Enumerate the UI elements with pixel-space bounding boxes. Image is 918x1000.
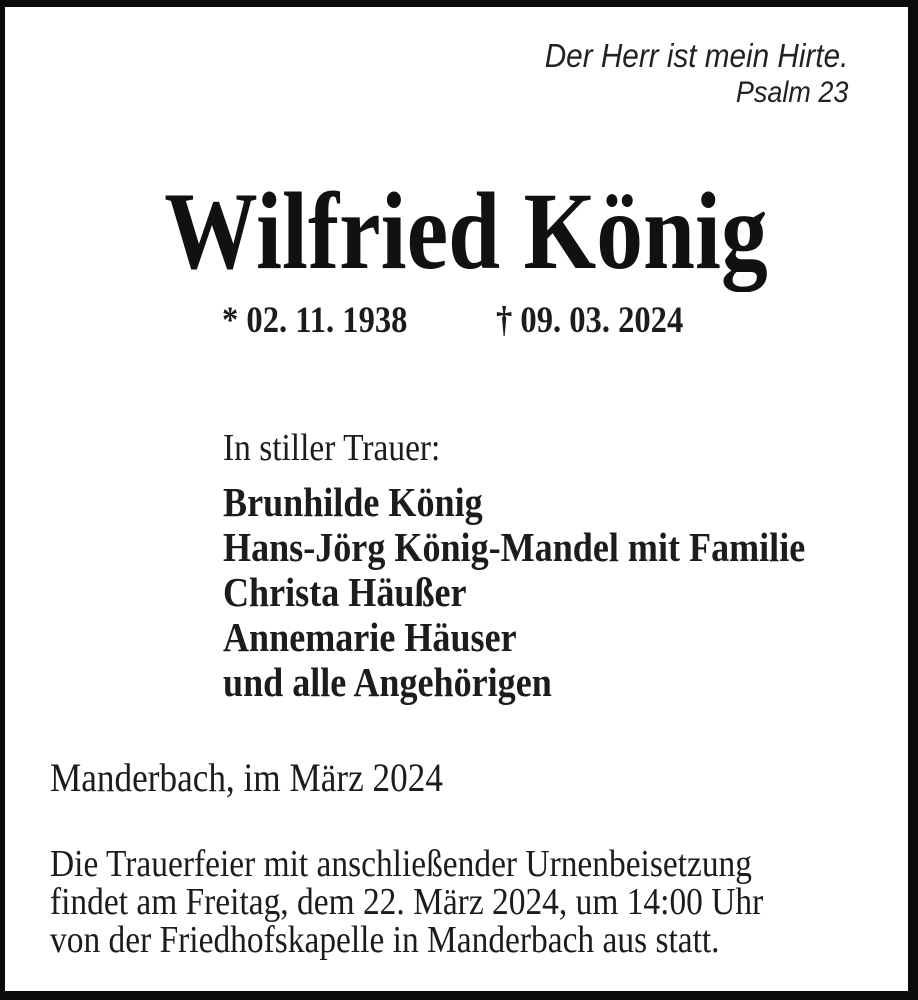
deceased-name: Wilfried König <box>164 170 768 292</box>
mourner-name: Christa Häußer <box>223 569 467 615</box>
mourner-name: Brunhilde König <box>223 479 483 525</box>
funeral-announcement <box>50 845 763 959</box>
psalm-reference: Psalm 23 <box>735 76 848 109</box>
mourner-name: Annemarie Häuser <box>223 614 517 660</box>
announcement-line: findet am Freitag, dem 22. März 2024, um 14:00 Uhr <box>50 881 764 923</box>
mourner-name: und alle Angehörigen <box>223 659 552 705</box>
announcement-line: von der Friedhofskapelle in Manderbach aus statt. <box>50 919 720 961</box>
place-and-date: Manderbach, im März 2024 <box>50 755 443 800</box>
announcement-line: Die Trauerfeier mit anschließender Urnenbeisetzung <box>50 843 753 885</box>
death-date: † 09. 03. 2024 <box>496 300 684 341</box>
quote-line: Der Herr ist mein Hirte. <box>544 37 848 74</box>
bible-quote <box>544 37 848 111</box>
deceased-name-row <box>14 170 918 292</box>
mourners-list <box>223 480 805 705</box>
mourner-name: Hans-Jörg König-Mandel mit Familie <box>223 524 806 570</box>
mourning-intro: In stiller Trauer: <box>223 427 441 469</box>
birth-date: * 02. 11. 1938 <box>222 300 408 341</box>
